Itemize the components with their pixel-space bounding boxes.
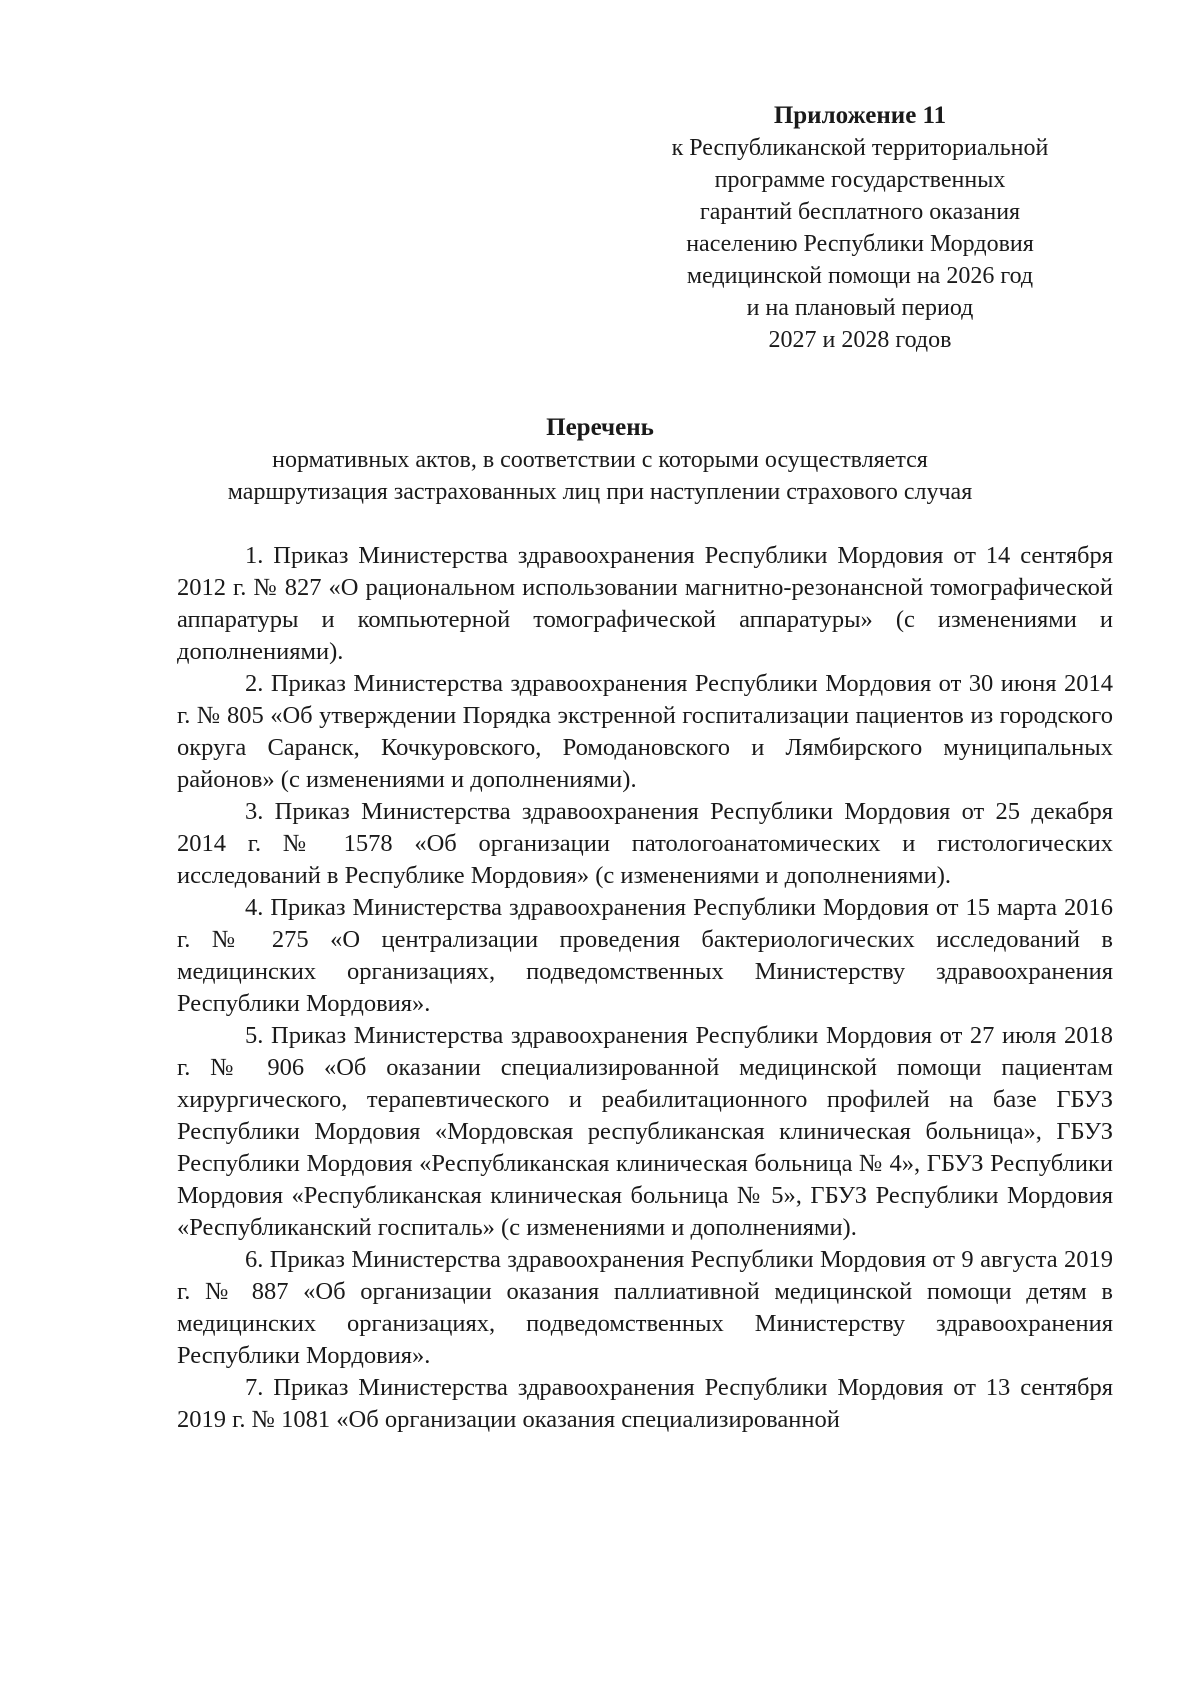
appendix-line: к Республиканской территориальной — [671, 135, 1049, 161]
list-heading — [160, 412, 1040, 508]
appendix-line: и на плановый период — [746, 295, 974, 321]
appendix-line: гарантий бесплатного оказания — [699, 199, 1021, 225]
list-item: 1. Приказ Министерства здравоохранения Республики Мордовия от 14 сентября 2012 г. № 827 «О рациональном использовании магнитно-резонансной томографической аппаратуры и компьютерной томографической аппаратуры» (с изменениями и дополнениями). — [177, 542, 1113, 665]
list-item: 7. Приказ Министерства здравоохранения Республики Мордовия от 13 сентября 2019 г. № 1081 «Об организации оказания специализированной — [177, 1374, 1113, 1433]
list-item: 4. Приказ Министерства здравоохранения Республики Мордовия от 15 марта 2016 г. № 275 «О централизации проведения бактериологических исследований в медицинских организациях, подведомственных Министерству здравоохранения Республики Мордовия». — [177, 894, 1113, 1017]
list-subtitle-line: маршрутизация застрахованных лиц при наступлении страхового случая — [227, 479, 973, 505]
appendix-line: 2027 и 2028 годов — [768, 327, 952, 353]
appendix-line: программе государственных — [714, 167, 1006, 193]
list-item: 5. Приказ Министерства здравоохранения Республики Мордовия от 27 июля 2018 г. № 906 «Об оказании специализированной медицинской помощи пациентам хирургического, терапевтического и реабилитационного профилей на базе ГБУЗ Республики Мордовия «Мордовская республиканская клиническая больница», ГБУЗ Республики Мордовия «Республиканская клиническая больница № 4», ГБУЗ Республики Мордовия «Республиканская клиническая больница № 5», ГБУЗ Республики Мордовия «Республиканский госпиталь» (с изменениями и дополнениями). — [177, 1022, 1113, 1241]
appendix-line: населению Республики Мордовия — [686, 231, 1034, 257]
appendix-title: Приложение 11 — [773, 102, 947, 129]
list-item: 6. Приказ Министерства здравоохранения Республики Мордовия от 9 августа 2019 г. № 887 «Об организации оказания паллиативной медицинской помощи детям в медицинских организациях, подведомственных Министерству здравоохранения Республики Мордовия». — [177, 1246, 1113, 1369]
appendix-header — [640, 100, 1080, 356]
list-subtitle-line: нормативных актов, в соответствии с которыми осуществляется — [272, 447, 928, 473]
list-item: 3. Приказ Министерства здравоохранения Республики Мордовия от 25 декабря 2014 г. № 1578 «Об организации патологоанатомических и гистологических исследований в Республике Мордовия» (с изменениями и дополнениями). — [177, 798, 1113, 889]
appendix-line: медицинской помощи на 2026 год — [686, 263, 1034, 289]
list-title: Перечень — [546, 414, 654, 441]
list-item: 2. Приказ Министерства здравоохранения Республики Мордовия от 30 июня 2014 г. № 805 «Об утверждении Порядка экстренной госпитализации пациентов из городского округа Саранск, Кочкуровского, Ромодановского и Лямбирского муниципальных районов» (с изменениями и дополнениями). — [177, 670, 1113, 793]
acts-list — [177, 540, 1113, 1436]
